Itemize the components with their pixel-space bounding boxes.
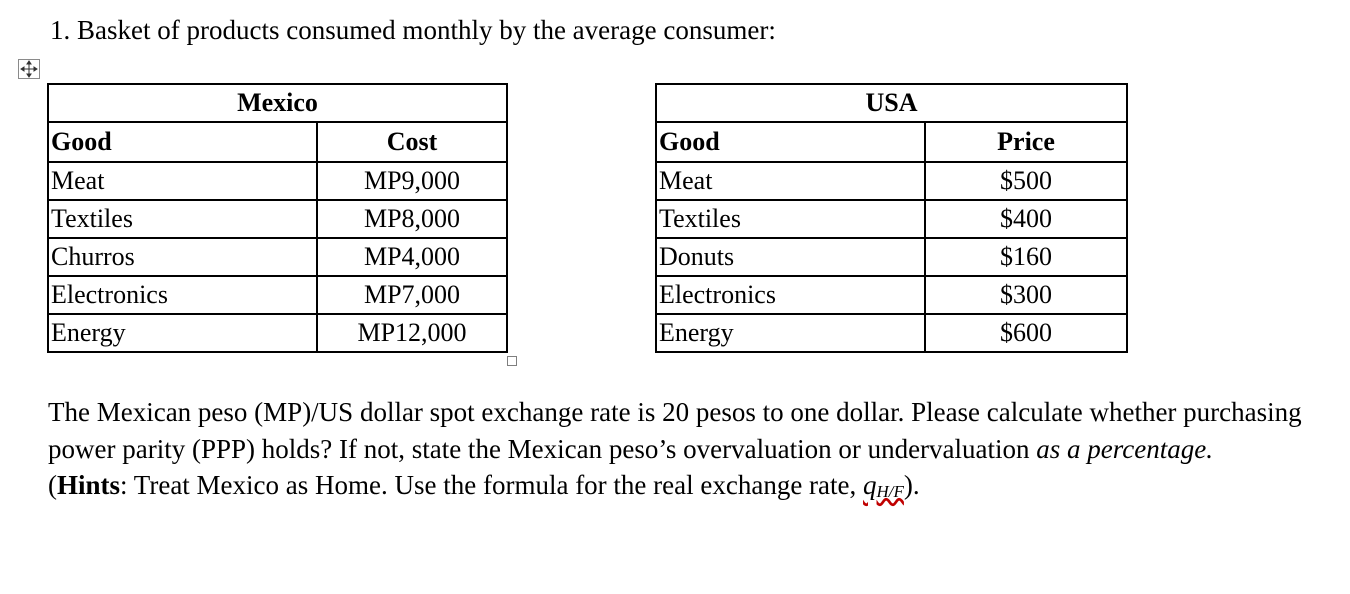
table-row bbox=[48, 238, 507, 276]
question-body bbox=[48, 394, 1338, 511]
table-row bbox=[656, 200, 1127, 238]
usa-good-cell: Donuts bbox=[656, 238, 925, 276]
mexico-col-cost-header: Cost bbox=[317, 122, 507, 162]
mexico-cost-cell: MP9,000 bbox=[317, 162, 507, 200]
mexico-table-title: Mexico bbox=[48, 84, 507, 122]
real-exchange-rate-formula bbox=[863, 470, 904, 500]
usa-good-cell: Textiles bbox=[656, 200, 925, 238]
question-paragraph bbox=[48, 394, 1338, 467]
mexico-good-cell: Textiles bbox=[48, 200, 317, 238]
hints-close: ). bbox=[903, 470, 920, 500]
mexico-good-cell: Churros bbox=[48, 238, 317, 276]
table-row bbox=[48, 200, 507, 238]
question-heading: 1. Basket of products consumed monthly by the average consumer: bbox=[50, 15, 776, 45]
usa-col-price-header: Price bbox=[925, 122, 1127, 162]
usa-price-cell: $300 bbox=[925, 276, 1127, 314]
mexico-cost-cell: MP4,000 bbox=[317, 238, 507, 276]
question-text: The Mexican peso (MP)/US dollar spot exchange rate is 20 pesos to one dollar. Please calculate whether purchasing power parity (PPP) holds? If not, state the Mexican peso’s overvaluation or undervaluation bbox=[48, 397, 1302, 464]
usa-price-cell: $500 bbox=[925, 162, 1127, 200]
hints-paragraph bbox=[48, 467, 1338, 511]
mexico-good-cell: Electronics bbox=[48, 276, 317, 314]
usa-price-cell: $400 bbox=[925, 200, 1127, 238]
table-row bbox=[656, 162, 1127, 200]
usa-basket-table bbox=[655, 83, 1128, 353]
mexico-col-good-header: Good bbox=[48, 122, 317, 162]
usa-good-cell: Energy bbox=[656, 314, 925, 352]
table-row bbox=[656, 314, 1127, 352]
table-row bbox=[48, 162, 507, 200]
formula-variable: q bbox=[863, 470, 877, 500]
hints-text: : Treat Mexico as Home. Use the formula for the real exchange rate, bbox=[120, 470, 864, 500]
table-row bbox=[48, 314, 507, 352]
mexico-basket-table bbox=[47, 83, 508, 353]
hints-open-paren: ( bbox=[48, 470, 57, 500]
usa-price-cell: $160 bbox=[925, 238, 1127, 276]
usa-price-cell: $600 bbox=[925, 314, 1127, 352]
formula-subscript: H/F bbox=[876, 482, 904, 501]
mexico-good-cell: Energy bbox=[48, 314, 317, 352]
usa-good-cell: Meat bbox=[656, 162, 925, 200]
mexico-cost-cell: MP8,000 bbox=[317, 200, 507, 238]
question-italic-text: as a percentage. bbox=[1036, 433, 1213, 464]
table-move-handle[interactable] bbox=[18, 59, 40, 79]
mexico-cost-cell: MP7,000 bbox=[317, 276, 507, 314]
four-arrow-move-icon bbox=[19, 60, 39, 78]
table-row bbox=[48, 276, 507, 314]
table-row bbox=[656, 238, 1127, 276]
hints-label: Hints bbox=[57, 470, 121, 500]
usa-good-cell: Electronics bbox=[656, 276, 925, 314]
usa-table-title: USA bbox=[656, 84, 1127, 122]
mexico-cost-cell: MP12,000 bbox=[317, 314, 507, 352]
table-resize-handle[interactable] bbox=[507, 356, 517, 366]
usa-col-good-header: Good bbox=[656, 122, 925, 162]
mexico-good-cell: Meat bbox=[48, 162, 317, 200]
table-row bbox=[656, 276, 1127, 314]
